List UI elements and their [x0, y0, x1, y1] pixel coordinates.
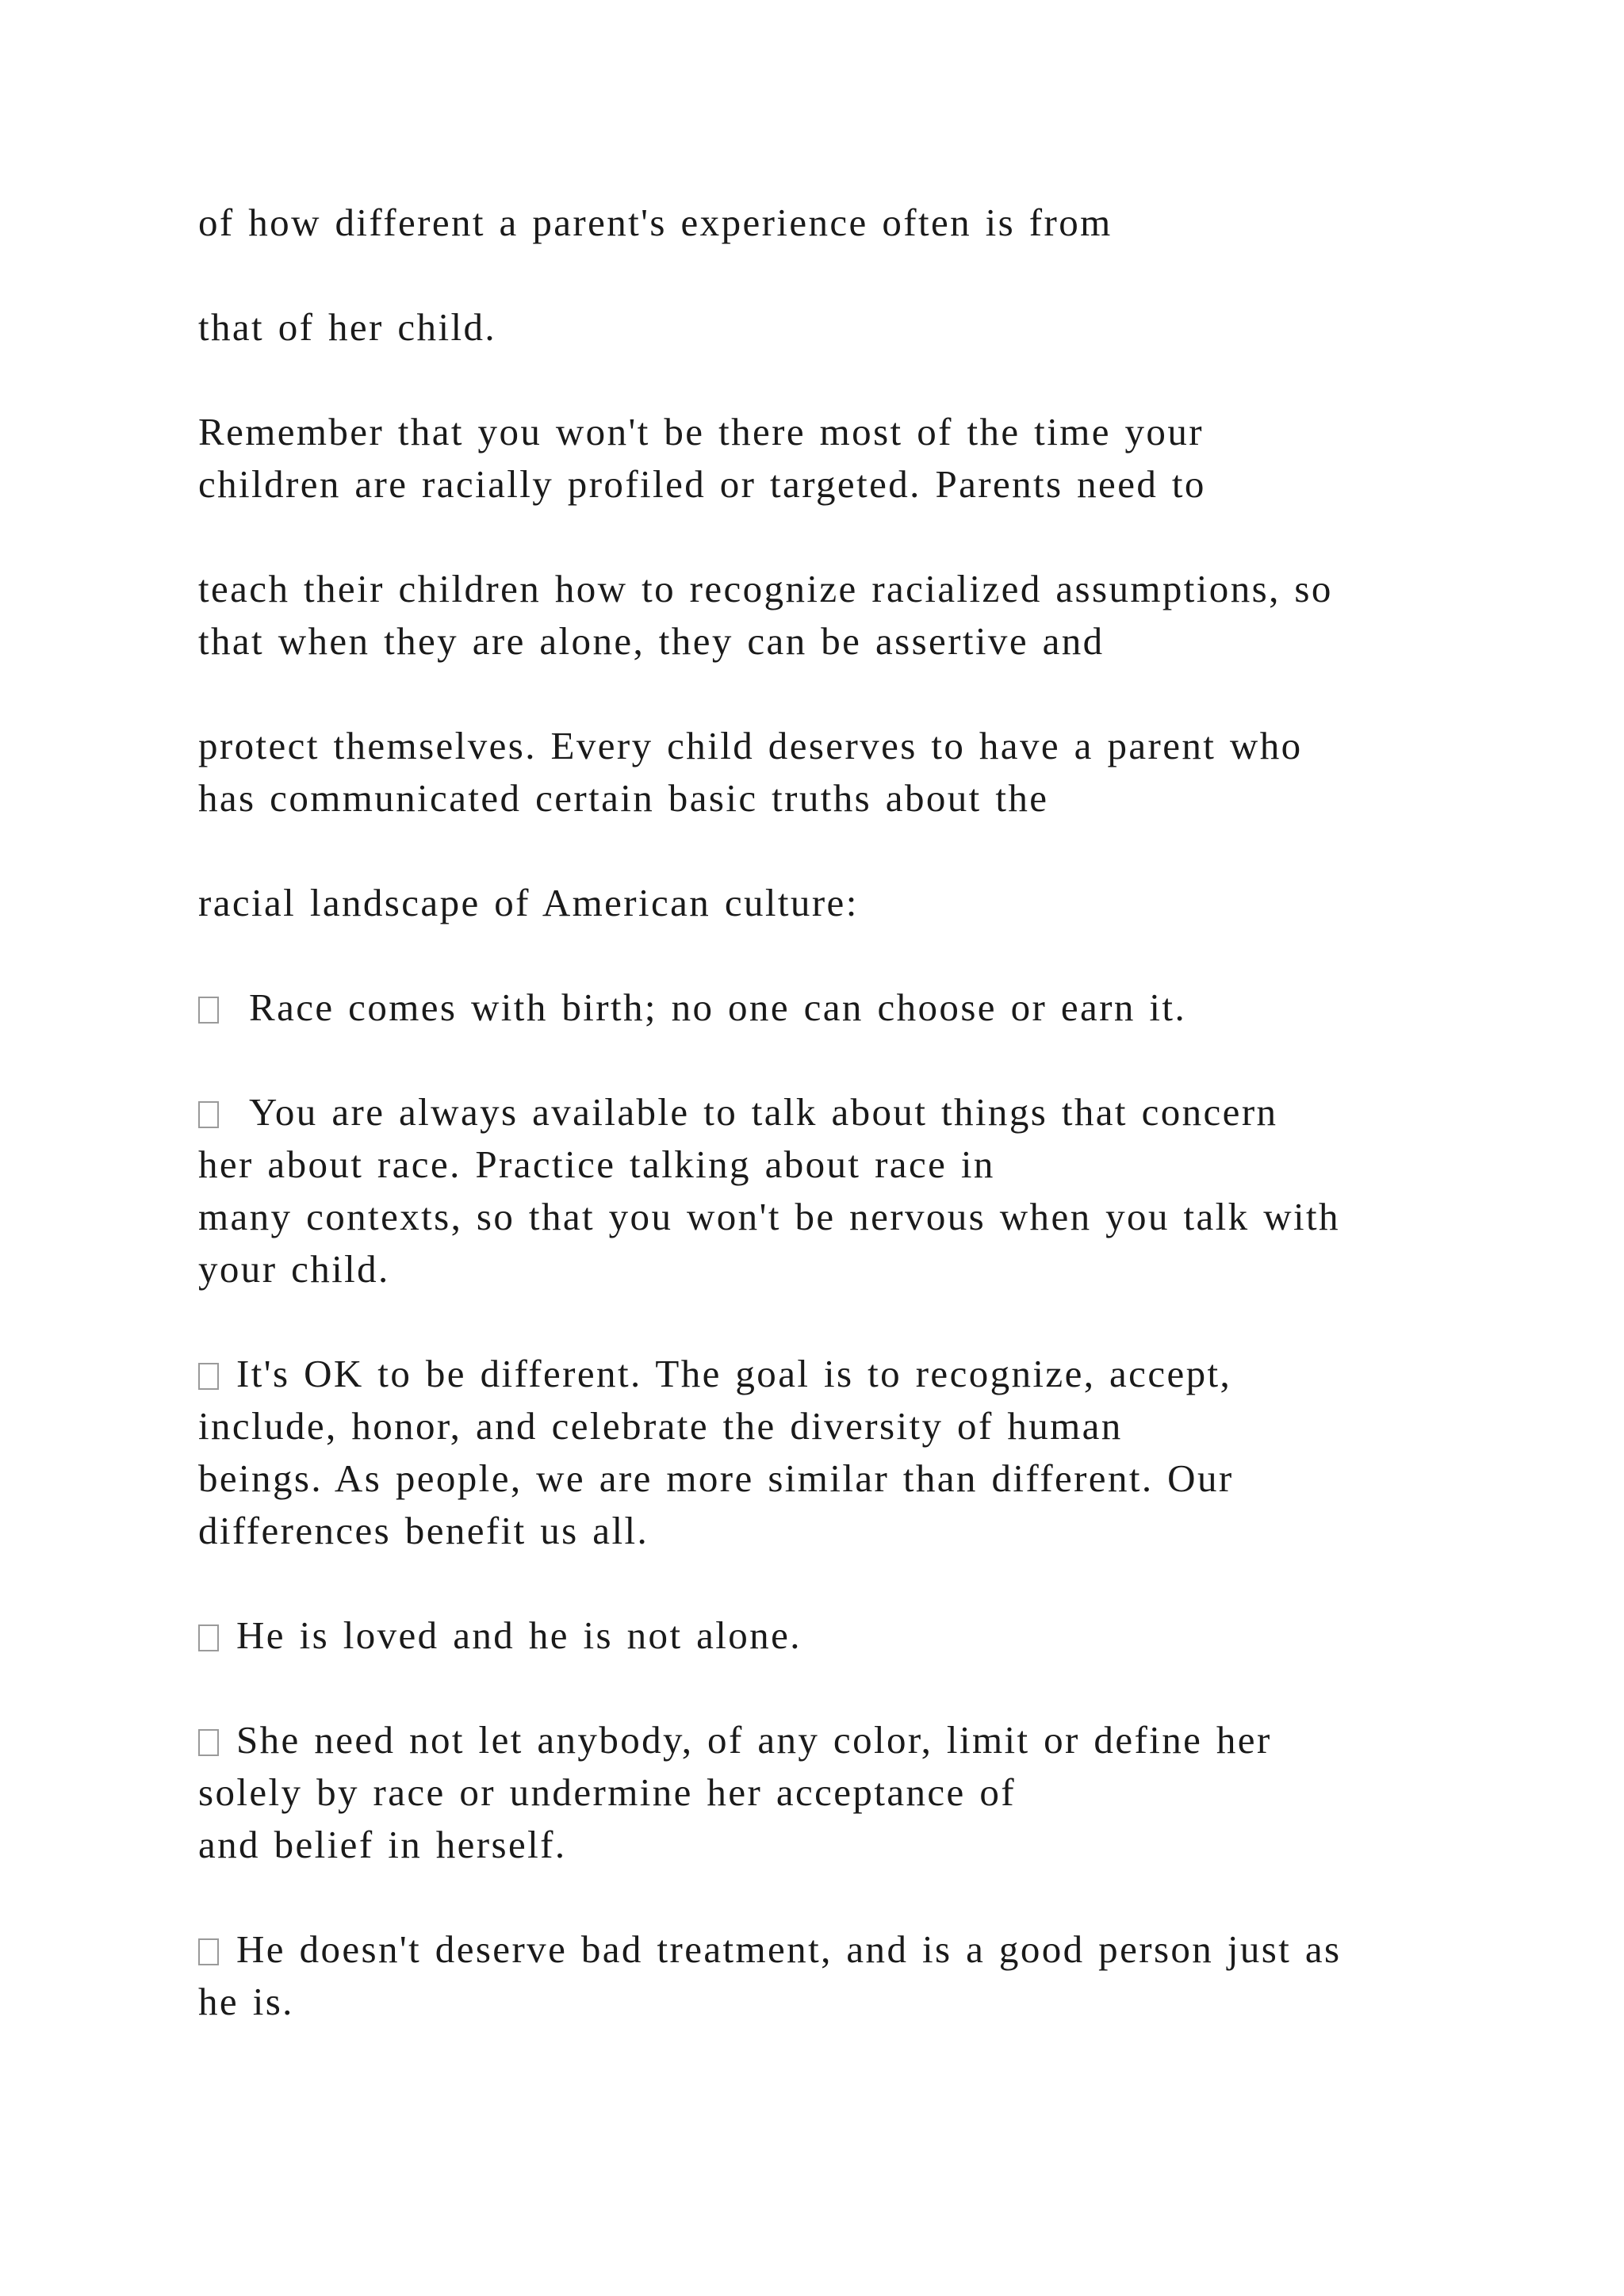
text-line: many contexts, so that you won't be nervous when you talk with — [198, 1195, 1340, 1238]
bullet-item — [198, 982, 1186, 1034]
text-line: Remember that you won't be there most of the time your — [198, 410, 1204, 453]
bullet-text: She need not let anybody, of any color, limit or define her — [236, 1718, 1272, 1762]
bullet-item — [198, 1086, 1277, 1138]
bullet-item — [198, 1714, 1272, 1766]
text-line: solely by race or undermine her acceptance of — [198, 1770, 1016, 1814]
text-line: he is. — [198, 1980, 294, 2023]
text-line: of how different a parent's experience often is from — [198, 201, 1113, 244]
bullet-item — [198, 1923, 1342, 1976]
bullet-item — [198, 1348, 1231, 1400]
text-line: teach their children how to recognize racialized assumptions, so — [198, 567, 1333, 610]
text-line: her about race. Practice talking about race in — [198, 1142, 995, 1186]
bullet-text: He is loved and he is not alone. — [236, 1613, 802, 1657]
text-line: protect themselves. Every child deserves to have a parent who — [198, 724, 1303, 767]
text-line: racial landscape of American culture: — [198, 881, 859, 924]
bullet-icon — [198, 997, 219, 1024]
bullet-icon — [198, 1101, 219, 1128]
bullet-icon — [198, 1624, 219, 1651]
text-line: include, honor, and celebrate the diversity of human — [198, 1404, 1123, 1448]
bullet-text: You are always available to talk about things that concern — [249, 1090, 1278, 1134]
text-line: children are racially profiled or targeted. Parents need to — [198, 462, 1206, 506]
text-line: differences benefit us all. — [198, 1509, 649, 1552]
bullet-item — [198, 1609, 802, 1662]
text-line: that when they are alone, they can be assertive and — [198, 619, 1105, 663]
bullet-icon — [198, 1938, 219, 1965]
text-line: your child. — [198, 1247, 390, 1291]
bullet-icon — [198, 1363, 219, 1390]
bullet-text: It's OK to be different. The goal is to recognize, accept, — [236, 1352, 1232, 1395]
text-line: has communicated certain basic truths about the — [198, 776, 1049, 820]
text-line: beings. As people, we are more similar than different. Our — [198, 1456, 1234, 1500]
text-line: that of her child. — [198, 305, 497, 349]
text-line: and belief in herself. — [198, 1823, 567, 1866]
bullet-text: He doesn't deserve bad treatment, and is a good person just as — [236, 1927, 1342, 1971]
bullet-text: Race comes with birth; no one can choose or earn it. — [249, 985, 1187, 1029]
bullet-icon — [198, 1729, 219, 1756]
